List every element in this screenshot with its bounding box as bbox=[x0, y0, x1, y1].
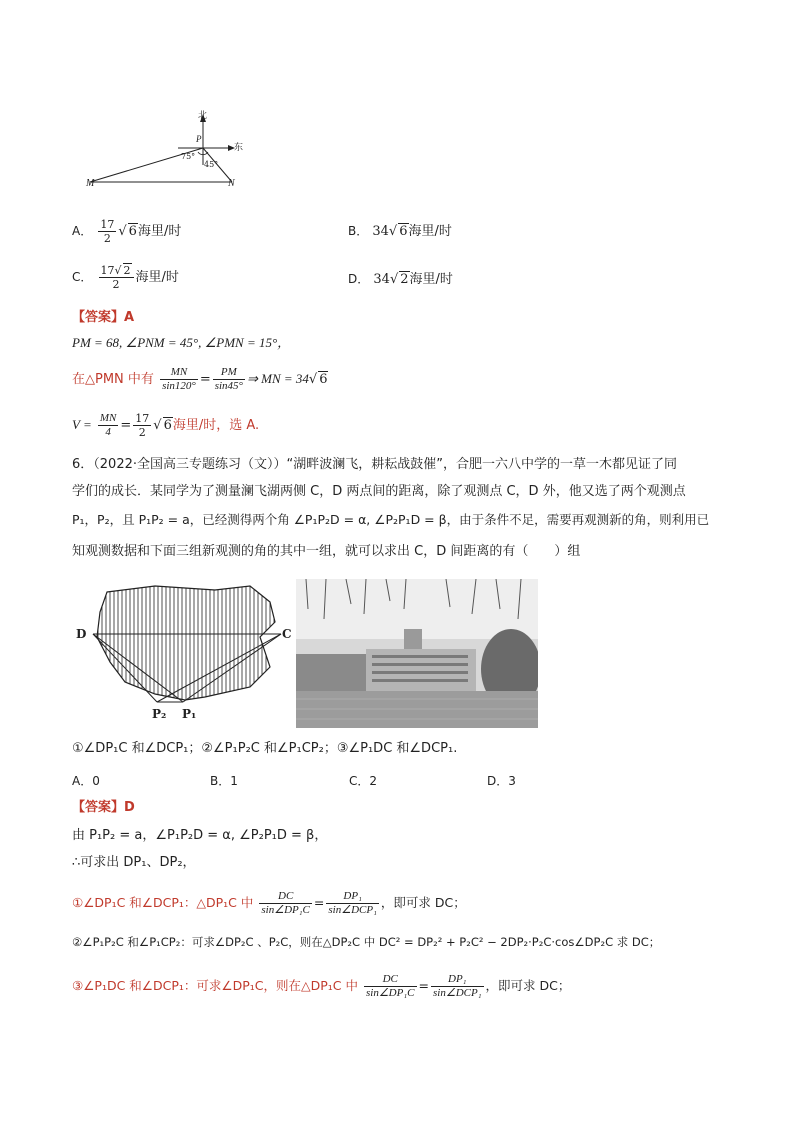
q6-answer-line5: ③∠P₁DC 和∠DCP₁：可求∠DP₁C，则在△DP₁C 中 $\frac{DC}{\text{sin∠DP₁C}}$ = $\frac{\text{DP₁}}{\text{sin∠DCP₁}}$ ，即可求 DC； bbox=[72, 973, 571, 999]
option-b: B． 34√ 6海里/时 bbox=[348, 224, 452, 239]
q5-answer-line1: PM = 68, ∠PNM = 45°, ∠PMN = 15°， bbox=[72, 335, 291, 350]
q6-answer-line2: ∴可求出 DP₁、DP₂， bbox=[72, 855, 196, 870]
point-p1-label: P₁ bbox=[182, 707, 197, 721]
option-c: C． $\frac{17√ 2}{2}$ 海里/时 bbox=[72, 264, 179, 291]
east-label: 东 bbox=[234, 143, 244, 153]
option-a: A． $\frac{17}{2}$ √ 6海里/时 bbox=[72, 218, 182, 245]
q6-option-a: A．0 bbox=[72, 774, 100, 788]
q6-line1: 6．（2022·全国高三专题练习（文））“湖畔波澜飞，耕耘战鼓催”，合肥一六八中学的一草一木都见证了同 bbox=[72, 457, 677, 472]
q6-answer-line4: ②∠P₁P₂C 和∠P₁CP₂：可求∠DP₂C 、P₂C，则在△DP₂C 中 DC² = DP₂² + P₂C² − 2DP₂·P₂C·cos∠DP₂C 求 DC； bbox=[72, 935, 661, 949]
point-p2-label: P₂ bbox=[152, 707, 167, 721]
q6-choices: ①∠DP₁C 和∠DCP₁；②∠P₁P₂C 和∠P₁CP₂；③∠P₁DC 和∠DCP₁. bbox=[72, 741, 458, 756]
campus-photo bbox=[296, 579, 538, 728]
q5-answer-line2: 在△PMN 中有 $\frac{MN}{\sin 120^\circ}$ = $\frac{PM}{\sin 45^\circ}$ ⇒ MN = 34√ 6 bbox=[72, 366, 328, 392]
north-label: 北 bbox=[198, 111, 208, 121]
point-c-label: C bbox=[282, 627, 292, 641]
q6-answer-line1: 由 P₁P₂ = a，∠P₁P₂D = α, ∠P₂P₁D = β， bbox=[72, 828, 328, 843]
q6-option-d: D．3 bbox=[487, 774, 516, 788]
q6-option-b: B．1 bbox=[210, 774, 238, 788]
q6-line3: P₁，P₂，且 P₁P₂ = a，已经测得两个角 ∠P₁P₂D = α, ∠P₂P₁D = β，由于条件不足，需要再观测新的角，则利用已 bbox=[72, 512, 710, 527]
point-d-label: D bbox=[76, 627, 87, 641]
point-n-label: N bbox=[228, 178, 235, 189]
point-p-label: P bbox=[196, 134, 202, 144]
angle-75-label: 75° bbox=[181, 152, 196, 161]
point-m-label: M bbox=[86, 178, 95, 189]
angle-45-label: 45° bbox=[204, 160, 219, 169]
lake-diagram bbox=[85, 582, 290, 727]
q6-answer-line3: ①∠DP₁C 和∠DCP₁：△DP₁C 中 $\frac{DC}{\text{sin∠DP₁C}}$ = $\frac{\text{DP₁}}{\text{sin∠DCP₁}}$ ，即可求 DC； bbox=[72, 890, 466, 916]
option-d: D． 34√ 2海里/时 bbox=[348, 272, 453, 287]
q5-answer-line3: V = $\frac{MN}{4}$ = $\frac{17}{2}$ √ 6海里/时，选 A. bbox=[72, 412, 260, 439]
q5-answer-label: 【答案】A bbox=[72, 310, 135, 325]
q6-line2: 学们的成长．某同学为了测量澜飞湖两侧 C，D 两点间的距离，除了观测点 C，D 外，他又选了两个观测点 bbox=[72, 484, 686, 499]
q6-option-c: C．2 bbox=[349, 774, 378, 788]
q6-answer-label: 【答案】D bbox=[72, 800, 135, 815]
q6-line4: 知观测数据和下面三组新观测的角的其中一组，就可以求出 C，D 间距离的有（ ）组 bbox=[72, 544, 581, 559]
